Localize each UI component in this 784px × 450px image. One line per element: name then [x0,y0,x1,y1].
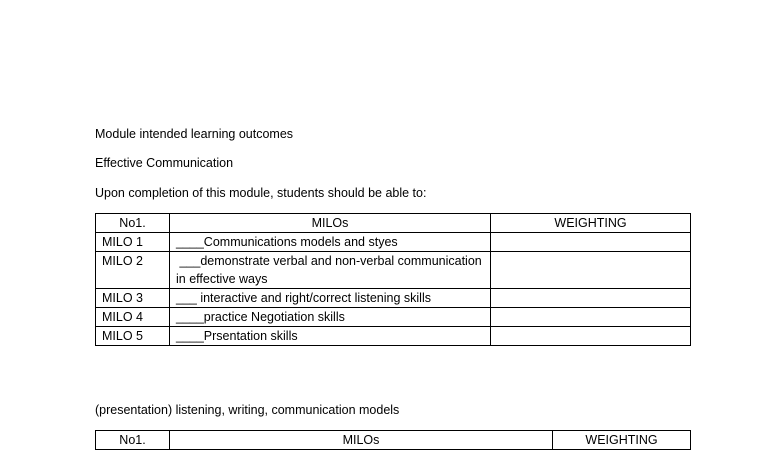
milo-weight[interactable] [491,233,691,252]
milo-id: MILO 1 [96,233,170,252]
milo-weight[interactable] [491,308,691,327]
milo-table [95,213,691,346]
column-header-weighting: WEIGHTING [491,214,691,233]
milo-text: ___ interactive and right/correct listening skills [170,289,491,308]
milo-weight[interactable] [491,327,691,346]
milo-id: MILO 4 [96,308,170,327]
column-header-milos: MILOs [170,431,553,450]
table-row [96,308,691,327]
milo-table-2 [95,430,691,450]
column-header-weighting: WEIGHTING [553,431,691,450]
table-row [96,252,691,289]
milo-text: ____Communications models and styes [170,233,491,252]
milo-text: ____Prsentation skills [170,327,491,346]
column-header-no: No1. [96,431,170,450]
section-heading: Module intended learning outcomes [95,127,294,141]
milo-text: ____practice Negotiation skills [170,308,491,327]
note-text: (presentation) listening, writing, communication models [95,403,400,417]
module-name: Effective Communication [95,156,234,170]
milo-id: MILO 2 [96,252,170,289]
table-row [96,289,691,308]
column-header-milos: MILOs [170,214,491,233]
milo-weight[interactable] [491,252,691,289]
table-row [96,327,691,346]
milo-text: ___demonstrate verbal and non-verbal communication in effective ways [170,252,491,289]
table-header-row [96,214,691,233]
milo-id: MILO 5 [96,327,170,346]
intro-text: Upon completion of this module, students should be able to: [95,186,427,200]
table-row [96,233,691,252]
milo-weight[interactable] [491,289,691,308]
column-header-no: No1. [96,214,170,233]
milo-id: MILO 3 [96,289,170,308]
table-header-row [96,431,691,450]
